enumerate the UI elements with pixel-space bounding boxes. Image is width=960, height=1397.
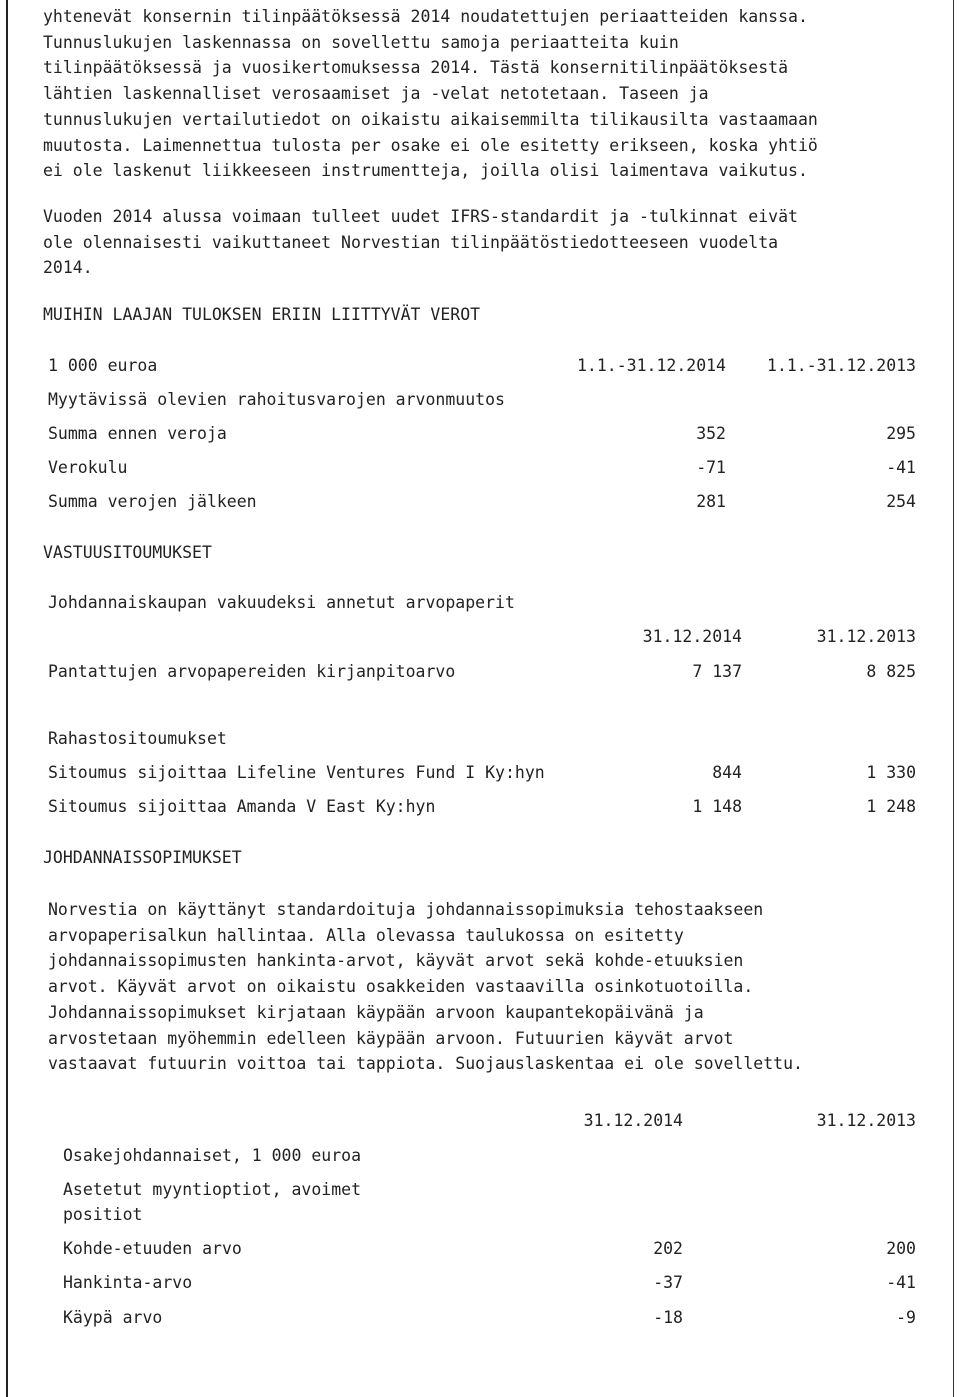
collateral-subheading: Johdannaiskaupan vakuudeksi annetut arvopaperit [48,593,515,612]
text-line: Tunnuslukujen laskennassa on sovellettu samoja periaatteita kuin [43,32,679,52]
fund-row-value-2014: 844 [712,763,742,782]
tax-unit-label: 1 000 euroa [48,356,158,375]
tax-subheading: Myytävissä olevien rahoitusvarojen arvonmuutos [48,390,505,409]
derivatives-group-label: positiot [63,1205,143,1224]
pledged-value-2014: 7 137 [692,662,742,681]
text-line: yhtenevät konsernin tilinpäätöksessä 2014 noudatettujen periaatteiden kanssa. [43,7,808,26]
derivatives-row-value-2013: -41 [886,1273,916,1292]
derivatives-paragraph [48,897,928,1077]
derivatives-unit-label: Osakejohdannaiset, 1 000 euroa [63,1146,362,1165]
text-line: Vuoden 2014 alussa voimaan tulleet uudet IFRS-standardit ja -tulkinnat eivät [43,207,798,226]
text-line: arvopaperisalkun hallintaa. Alla olevassa taulukossa on esitetty [48,925,684,945]
derivatives-group-label: Asetetut myyntioptiot, avoimet [63,1180,362,1199]
fund-commitments-subheading: Rahastositoumukset [48,729,227,748]
tax-row-label: Summa ennen veroja [48,424,227,443]
commitments-col1-header: 31.12.2014 [642,627,742,646]
derivatives-row-value-2013: -9 [896,1308,916,1327]
tax-row-value-2014: 352 [696,424,726,443]
derivatives-row-label: Kohde-etuuden arvo [63,1239,242,1258]
tax-row-value-2013: 295 [886,424,916,443]
text-line: muutosta. Laimennettua tulosta per osake ei ole esitetty erikseen, koska yhtiö [43,135,818,155]
derivatives-row-value-2014: 202 [653,1239,683,1258]
tax-row-value-2013: 254 [886,492,916,511]
text-line: johdannaissopimusten hankinta-arvot, käyvät arvot sekä kohde-etuuksien [48,951,744,971]
text-line: tunnuslukujen vertailutiedot on oikaistu aikaisemmilta tilikausilta vastaamaan [43,109,818,129]
fund-row-value-2013: 1 330 [866,763,916,782]
fund-row-label: Sitoumus sijoittaa Lifeline Ventures Fund I Ky:hyn [48,763,545,782]
intro-paragraph [43,4,923,184]
tax-row-value-2014: -71 [696,458,726,477]
derivatives-col1-header: 31.12.2014 [583,1111,683,1130]
text-line: 2014. [43,258,93,278]
tax-row-label: Summa verojen jälkeen [48,492,257,511]
pledged-label: Pantattujen arvopapereiden kirjanpitoarvo [48,662,456,681]
text-line: tilinpäätöksessä ja vuosikertomuksessa 2014. Tästä konsernitilinpäätöksestä [43,58,789,78]
derivatives-row-label: Hankinta-arvo [63,1273,193,1292]
text-line: Johdannaissopimukset kirjataan käypään arvoon kaupantekopäivänä ja [48,1002,704,1022]
text-line: arvostetaan myöhemmin edelleen käypään arvoon. Futuurien käyvät arvot [48,1028,734,1048]
derivatives-row-label: Käypä arvo [63,1308,163,1327]
text-line: lähtien laskennalliset verosaamiset ja -velat netotetaan. Taseen ja [43,84,709,104]
derivatives-row-value-2014: -37 [653,1273,683,1292]
pledged-value-2013: 8 825 [866,662,916,681]
fund-row-value-2013: 1 248 [866,797,916,816]
document-page [6,0,954,1397]
commitments-heading: VASTUUSITOUMUKSET [43,543,212,562]
text-line: Norvestia on käyttänyt standardoituja johdannaissopimuksia tehostaakseen [48,900,764,919]
tax-row-label: Verokulu [48,458,128,477]
text-line: arvot. Käyvät arvot on oikaistu osakkeiden vastaavilla osinkotuotoilla. [48,977,754,997]
tax-row-value-2013: -41 [886,458,916,477]
tax-col1-header: 1.1.-31.12.2014 [576,356,726,375]
tax-heading: MUIHIN LAAJAN TULOKSEN ERIIN LIITTYVÄT VEROT [43,305,481,324]
ifrs-paragraph [43,204,923,281]
text-line: ei ole laskenut liikkeeseen instrumentteja, joilla olisi laimentava vaikutus. [43,161,808,181]
fund-row-value-2014: 1 148 [692,797,742,816]
derivatives-heading: JOHDANNAISSOPIMUKSET [43,848,242,867]
tax-col2-header: 1.1.-31.12.2013 [766,356,916,375]
commitments-col2-header: 31.12.2013 [816,627,916,646]
derivatives-row-value-2014: -18 [653,1308,683,1327]
derivatives-row-value-2013: 200 [886,1239,916,1258]
derivatives-col2-header: 31.12.2013 [816,1111,916,1130]
tax-row-value-2014: 281 [696,492,726,511]
text-line: vastaavat futuurin voittoa tai tappiota. Suojauslaskentaa ei ole sovellettu. [48,1054,803,1074]
fund-row-label: Sitoumus sijoittaa Amanda V East Ky:hyn [48,797,436,816]
text-line: ole olennaisesti vaikuttaneet Norvestian tilinpäätöstiedotteeseen vuodelta [43,232,779,252]
